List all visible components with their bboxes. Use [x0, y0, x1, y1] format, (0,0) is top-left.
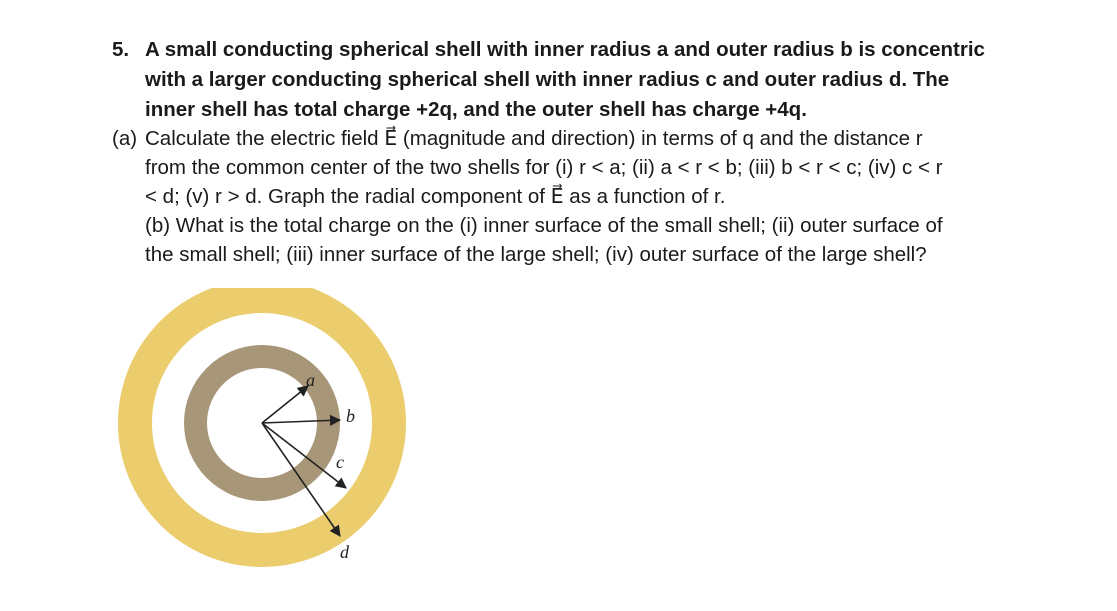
part-a-line-2: from the common center of the two shells for (i) r < a; (ii) a < r < b; (iii) b < r < c; (iv) c < r — [145, 156, 943, 179]
statement-line-2: with a larger conducting spherical shell with inner radius c and outer radius d. The — [145, 68, 950, 91]
label-a: a — [306, 370, 315, 390]
part-b-line-2: the small shell; (iii) inner surface of the large shell; (iv) outer surface of the large shell? — [145, 243, 927, 266]
label-d: d — [340, 542, 349, 562]
statement-line-1: A small conducting spherical shell with inner radius a and outer radius b is concentric — [145, 38, 985, 61]
statement-line-3: inner shell has total charge +2q, and the outer shell has charge +4q. — [145, 98, 807, 121]
label-b: b — [346, 406, 355, 426]
part-a-label: (a) — [112, 127, 138, 150]
part-a-line-3: < d; (v) r > d. Graph the radial component of E⃗ as a function of r. — [145, 185, 726, 208]
part-b-line-1: (b) What is the total charge on the (i) inner surface of the small shell; (ii) outer surface of — [145, 214, 943, 237]
part-a-line-1: Calculate the electric field E⃗ (magnitude and direction) in terms of q and the distance r — [145, 127, 923, 150]
label-c: c — [336, 452, 344, 472]
problem-number: 5. — [112, 38, 130, 61]
concentric-shells-diagram — [110, 288, 440, 608]
